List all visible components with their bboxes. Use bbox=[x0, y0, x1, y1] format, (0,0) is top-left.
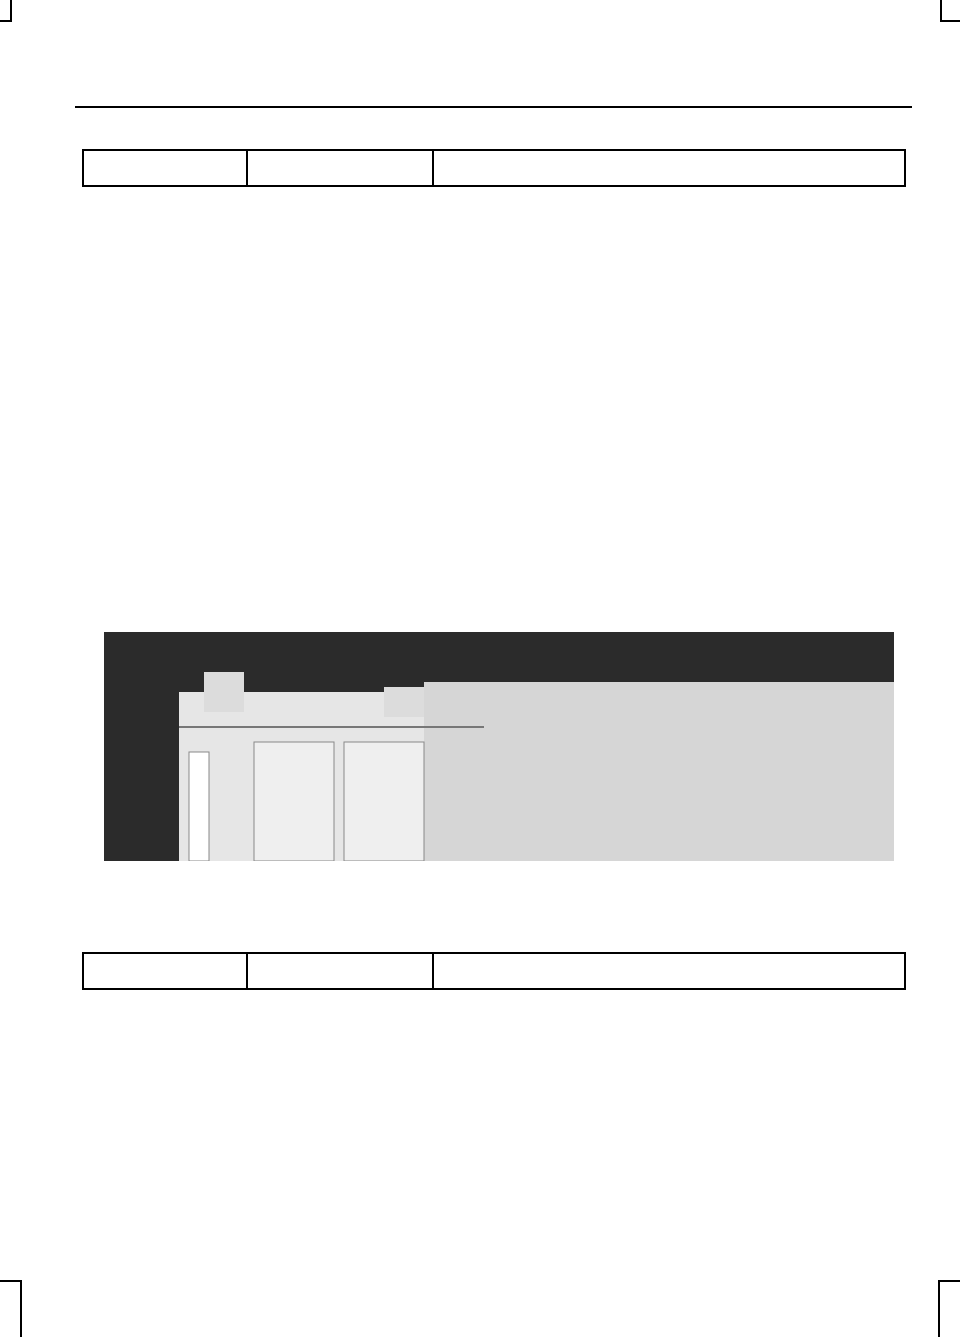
fuse-area bbox=[424, 682, 894, 861]
column-header-circuits bbox=[433, 953, 905, 989]
relay-housing bbox=[204, 672, 244, 712]
crop-mark bbox=[10, 0, 12, 22]
table-header-row bbox=[83, 150, 905, 186]
crop-mark bbox=[20, 1280, 22, 1337]
crop-mark bbox=[938, 1280, 940, 1337]
crop-mark bbox=[940, 0, 942, 22]
fuse-box-diagram bbox=[104, 632, 894, 861]
crop-mark bbox=[938, 1280, 960, 1282]
relay-block bbox=[344, 742, 424, 861]
fuse-table-load-compartment bbox=[82, 952, 906, 990]
relay-block bbox=[254, 742, 334, 861]
crop-mark bbox=[0, 20, 12, 22]
fuse-box-illustration bbox=[104, 632, 894, 861]
column-header-rating bbox=[247, 150, 433, 186]
crop-mark bbox=[0, 1280, 22, 1282]
crop-mark bbox=[940, 20, 960, 22]
column-header-fuse bbox=[83, 150, 247, 186]
column-header-circuits bbox=[433, 150, 905, 186]
column-header-rating bbox=[247, 953, 433, 989]
fuse-table-continued bbox=[82, 149, 906, 187]
column-header-fuse bbox=[83, 953, 247, 989]
bracket bbox=[189, 752, 209, 861]
header-divider bbox=[75, 106, 912, 108]
table-header-row bbox=[83, 953, 905, 989]
